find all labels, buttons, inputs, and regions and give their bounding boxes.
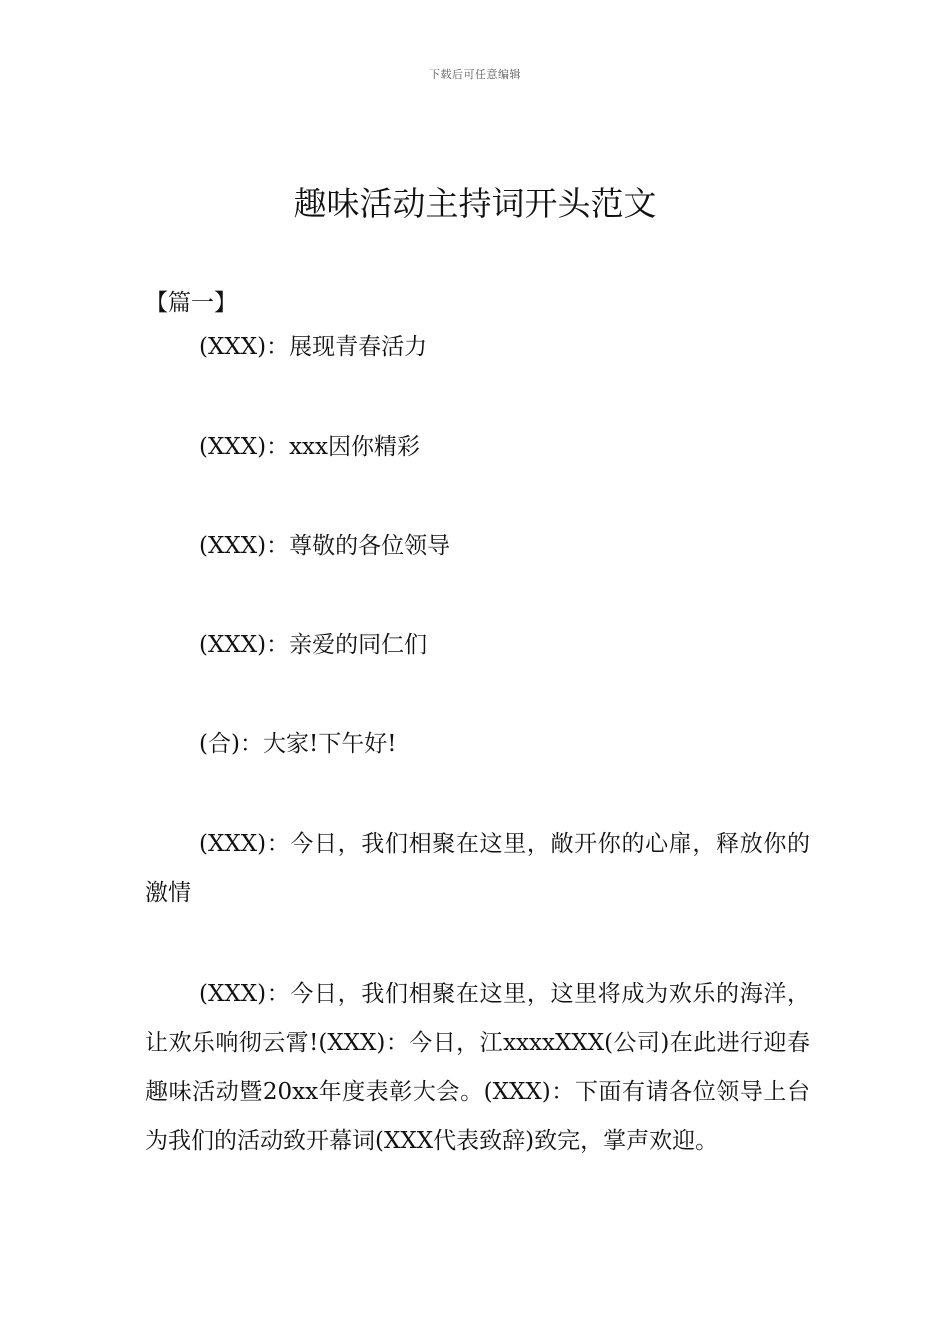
paragraph: (合)：大家!下午好! (199, 731, 397, 757)
page-header-note: 下载后可任意编辑 (429, 68, 521, 81)
paragraph: (XXX)：今日，我们相聚在这里，这里将成为欢乐的海洋，让欢乐响彻云霄!(XXX)：今日，江xxxxXXX(公司)在此进行迎春趣味活动暨20xx年度表彰大会。(XXX)：下面有请各位领导上台为我们的活动致开幕词(XXX代表致辞)致完，掌声欢迎。 (145, 981, 810, 1154)
paragraph: (XXX)：展现青春活力 (199, 334, 428, 360)
section-heading: 【篇一】 (145, 290, 237, 316)
document-title: 趣味活动主持词开头范文 (293, 184, 657, 223)
paragraph: (XXX)：今日，我们相聚在这里，敞开你的心扉，释放你的激情 (145, 831, 810, 906)
paragraph: (XXX)：xxx因你精彩 (199, 434, 420, 460)
paragraph: (XXX)：亲爱的同仁们 (199, 632, 428, 658)
paragraph: (XXX)：尊敬的各位领导 (199, 533, 451, 559)
